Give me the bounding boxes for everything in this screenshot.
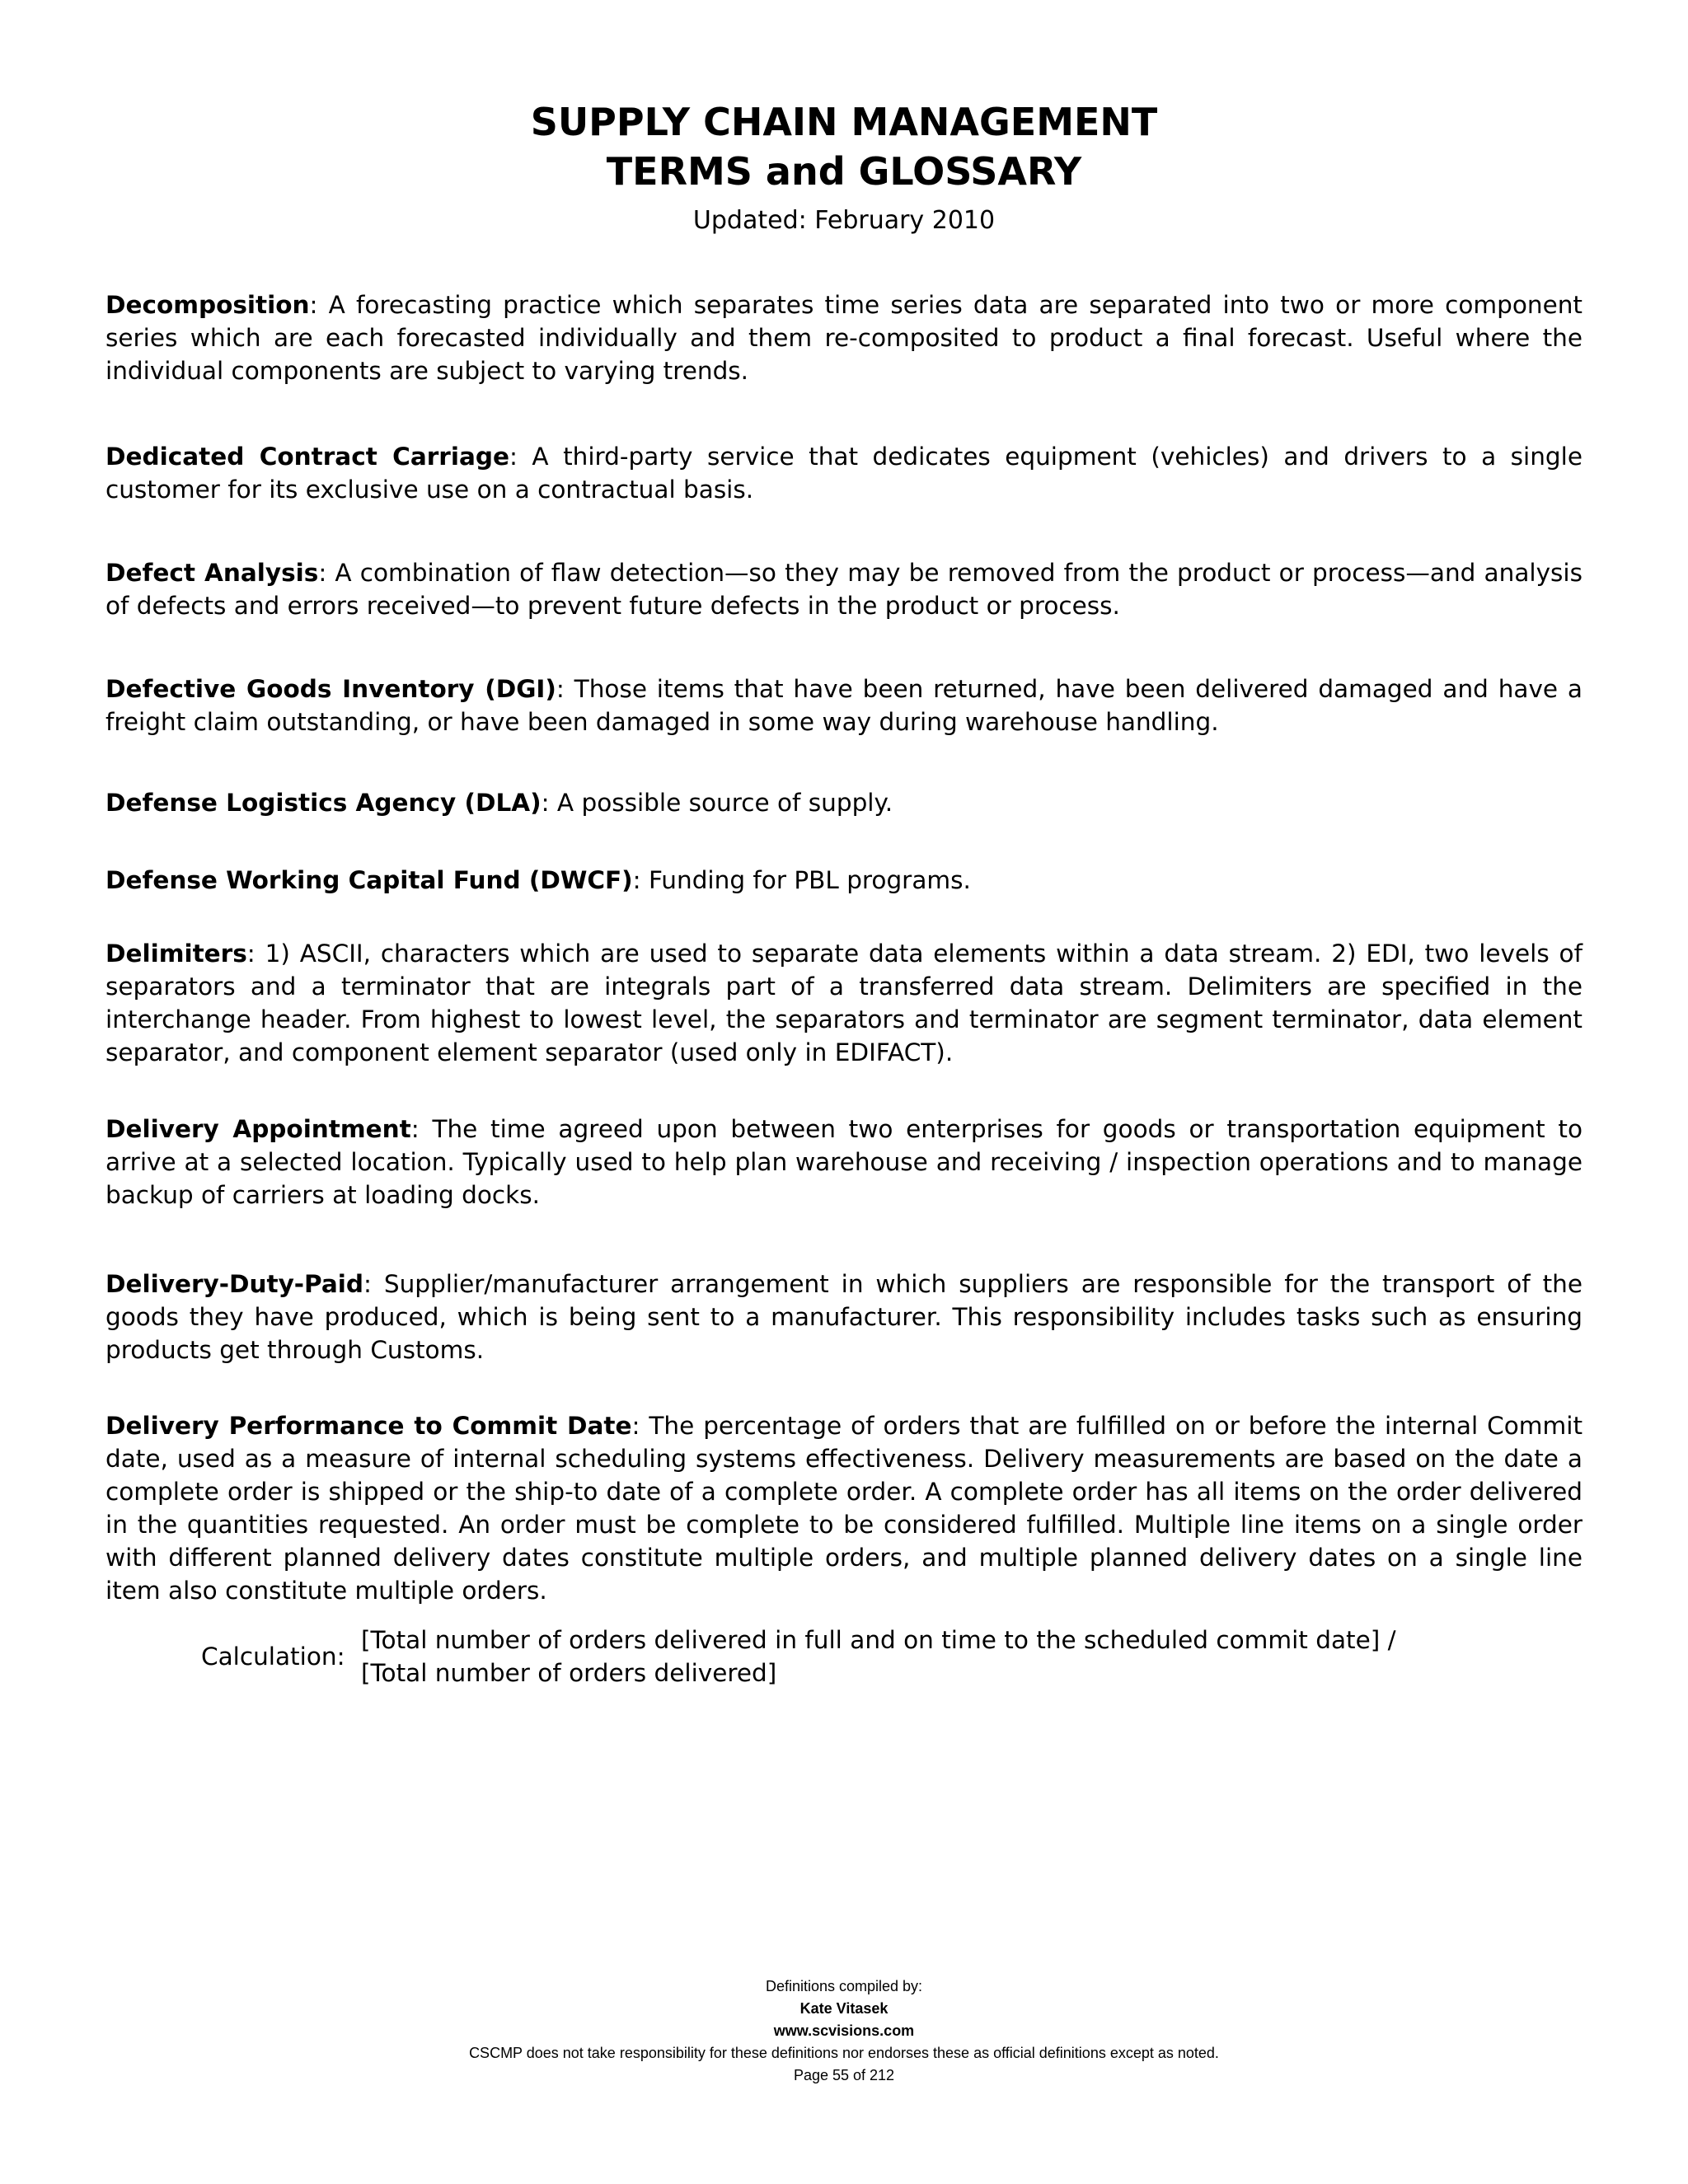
page-footer — [0, 1975, 1688, 2087]
entry-definition: : A third-party service that dedicates equipment (vehicles) and drivers to a single customer for its exclusive use on a contractual basis. — [106, 443, 1582, 504]
calculation-numerator: [Total number of orders delivered in full and on time to the scheduled commit date] / — [361, 1626, 1396, 1654]
footer-compiled-by: Definitions compiled by: — [765, 1978, 923, 1994]
glossary-entry-delimiters — [106, 937, 1582, 1069]
entry-term: Defect Analysis — [106, 559, 319, 587]
page-title-line-2: TERMS and GLOSSARY — [606, 149, 1082, 194]
footer-page-number: Page 55 of 212 — [793, 2067, 895, 2083]
glossary-entry-delivery-appointment — [106, 1113, 1582, 1212]
page-header — [0, 97, 1688, 239]
entry-term: Decomposition — [106, 291, 310, 319]
entry-definition: : 1) ASCII, characters which are used to separate data elements within a data stream. 2) EDI, two levels of separators and a terminator that are integrals part of a transferred data stream. Delimiters are specified in the interchange header. From highest to lowest level, the separators and terminator are segment terminator, data element separator, and component element separator (used only in EDIFACT). — [106, 940, 1582, 1066]
entry-term: Delivery Appointment — [106, 1115, 411, 1143]
entry-term: Delimiters — [106, 940, 247, 968]
glossary-entry-decomposition — [106, 288, 1582, 387]
updated-date: Updated: February 2010 — [692, 206, 996, 235]
glossary-entry-delivery-performance-to-commit-date — [106, 1409, 1582, 1607]
glossary-entry-defective-goods-inventory — [106, 673, 1582, 738]
footer-author: Kate Vitasek — [799, 2000, 889, 2017]
entry-definition: : Funding for PBL programs. — [632, 866, 971, 894]
page-title-line-1: SUPPLY CHAIN MANAGEMENT — [530, 100, 1158, 144]
entry-definition: : The percentage of orders that are fulfilled on or before the internal Commit date, used as a measure of internal scheduling systems effectiveness. Delivery measurements are based on the date a complete order is shipped or the ship-to date of a complete order. A complete order has all items on the order delivered in the quantities requested. An order must be complete to be considered fulfilled. Multiple line items on a single order with different planned delivery dates constitute multiple orders, and multiple planned delivery dates on a single line item also constitute multiple orders. — [106, 1412, 1583, 1605]
glossary-entry-defect-analysis — [106, 556, 1582, 622]
entry-definition: : Supplier/manufacturer arrangement in which suppliers are responsible for the transport of the goods they have produced, which is being sent to a manufacturer. This responsibility includes tasks such as ensuring products get through Customs. — [106, 1270, 1582, 1364]
entry-definition: : A possible source of supply. — [541, 789, 893, 817]
calculation-label: Calculation: — [201, 1643, 345, 1671]
entry-term: Dedicated Contract Carriage — [106, 443, 509, 471]
entry-term: Defense Logistics Agency (DLA) — [106, 789, 542, 817]
glossary-entry-defense-working-capital-fund — [106, 864, 1582, 897]
calculation-formula — [361, 1624, 1396, 1690]
footer-disclaimer: CSCMP does not take responsibility for these definitions nor endorses these as official definitions except as noted. — [469, 2045, 1219, 2061]
entry-term: Delivery-Duty-Paid — [106, 1270, 364, 1298]
glossary-entry-defense-logistics-agency — [106, 786, 1582, 819]
calculation-denominator: [Total number of orders delivered] — [361, 1659, 777, 1687]
entry-definition: : A forecasting practice which separates time series data are separated into two or more component series which are each forecasted individually and them re-composited to product a final forecast. Useful where the individual components are subject to varying trends. — [106, 291, 1582, 385]
entry-definition: : A combination of flaw detection—so they may be removed from the product or process—and analysis of defects and errors received—to prevent future defects in the product or process. — [106, 559, 1582, 620]
entry-definition: : The time agreed upon between two enterprises for goods or transportation equipment to arrive at a selected location. Typically used to help plan warehouse and receiving / inspection operations and to manage backup of carriers at loading docks. — [106, 1115, 1582, 1209]
entry-definition: : Those items that have been returned, have been delivered damaged and have a freight claim outstanding, or have been damaged in some way during warehouse handling. — [106, 675, 1583, 736]
entry-term: Defective Goods Inventory (DGI) — [106, 675, 556, 703]
entry-term: Defense Working Capital Fund (DWCF) — [106, 866, 633, 894]
glossary-entry-delivery-duty-paid — [106, 1268, 1582, 1366]
footer-website: www.scvisions.com — [773, 2022, 915, 2039]
entry-term: Delivery Performance to Commit Date — [106, 1412, 632, 1440]
glossary-entry-dedicated-contract-carriage — [106, 440, 1582, 506]
